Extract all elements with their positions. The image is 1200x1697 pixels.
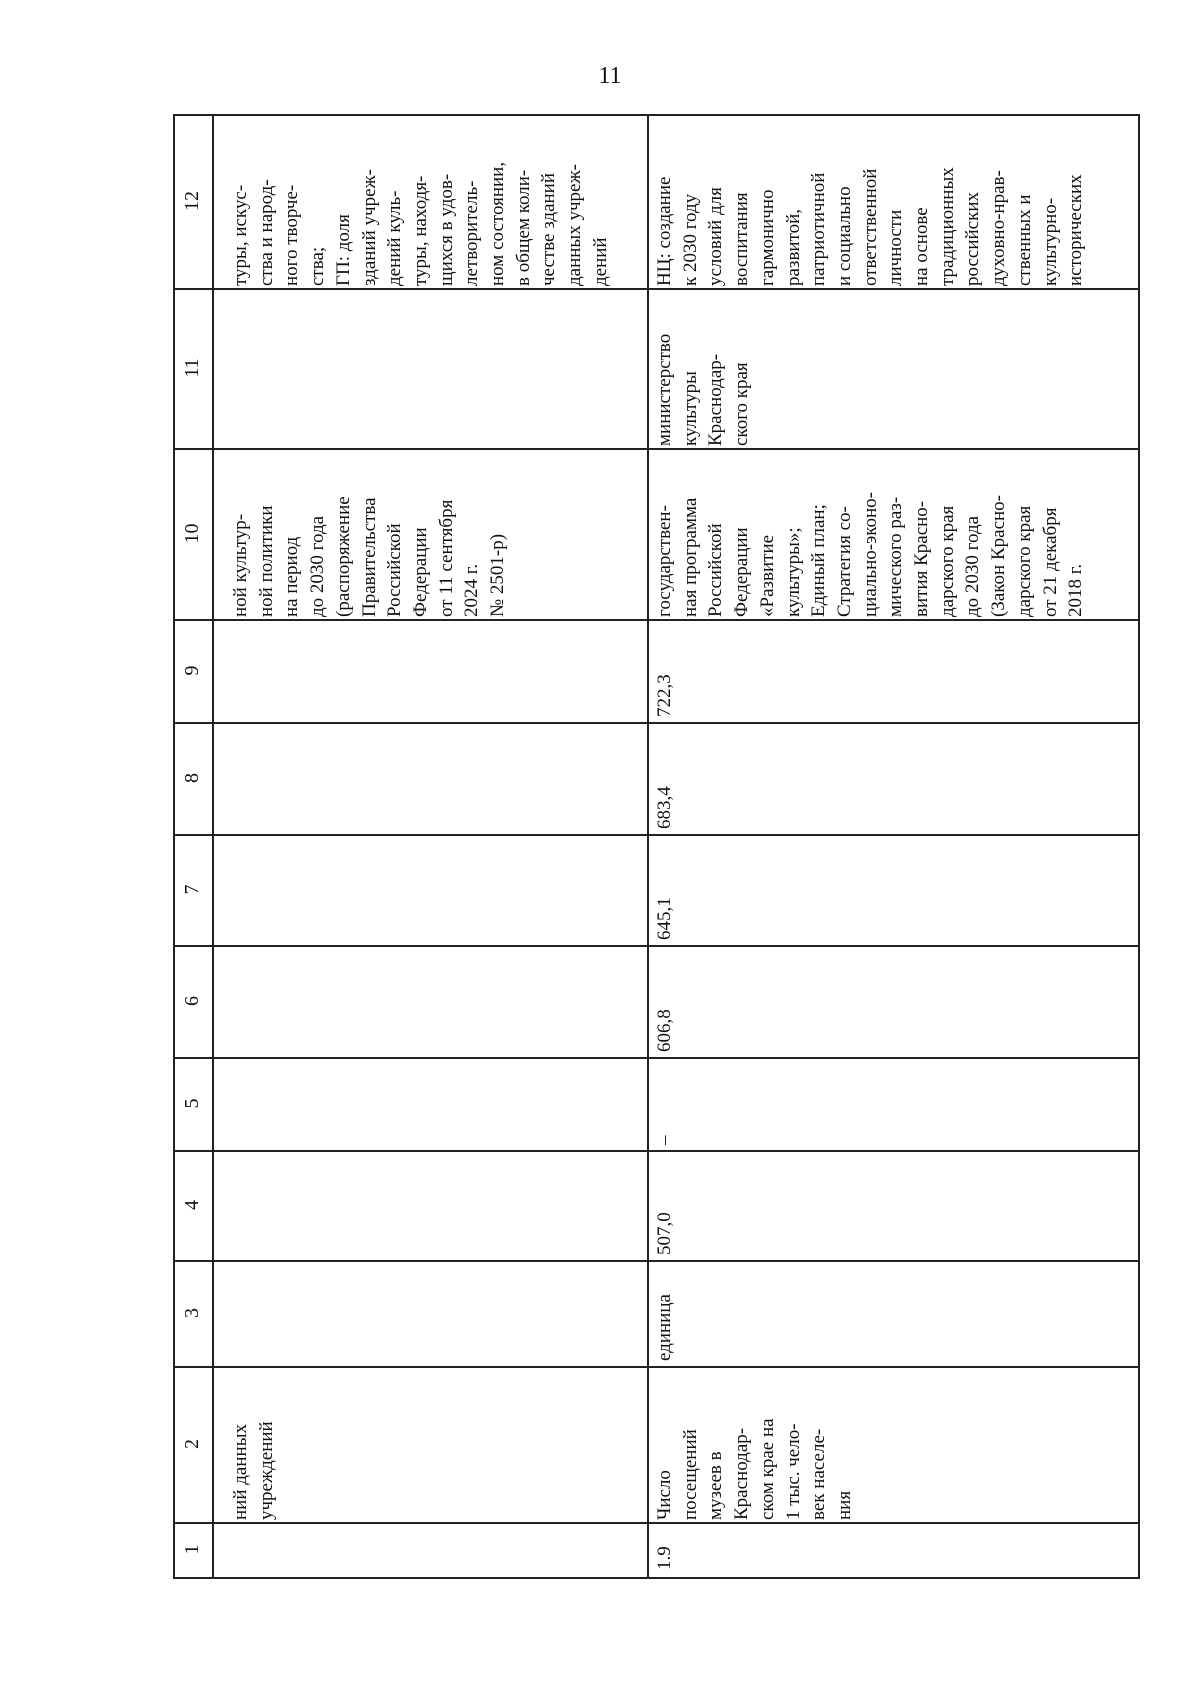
table-divider-header [212,114,214,1579]
header-col-4: 4 [181,1200,203,1210]
row2-col7-value: 645,1 [654,897,675,940]
row2-col6-value: 606,8 [654,1009,675,1052]
col-boundary-6-5 [173,1057,1140,1059]
table-border-left [173,114,175,1579]
row2-col9-value: 722,3 [654,674,675,717]
row2-col10-text: государствен- ная программа Российской Федерации «Развитие культуры»; Единый план; Стратегия со- циально-эконо- мического раз- вития Красно- дарского края до 2030 года (Закон Красно- дарского края от 21 декабря 2018 г. [654,492,1087,617]
row2-col4-value: 507,0 [654,1212,675,1255]
row2-col8-value: 683,4 [654,786,675,829]
header-col-10: 10 [181,523,203,544]
table-border-right [1138,114,1140,1579]
row1-col2-text: ний данных учреждений [230,1421,277,1520]
header-col-2: 2 [181,1439,203,1449]
row1-col12-text: туры, искус- ства и народ- ного творче- ства; ГП: доля зданий учреж- дений куль- туры, находя- щихся в удов- летворитель- ном состоянии, в общем коли- честве зданий данных учреж- дений [230,161,611,286]
table-border-bottom [173,1577,1140,1579]
header-col-9: 9 [181,665,203,676]
row2-col2-text: Число посещений музеев в Краснодар- ском крае на 1 тыс. чело- век населе- ния [654,1418,855,1520]
header-col-3: 3 [181,1308,203,1318]
row2-col12-text: НЦ: создание к 2030 году условий для воспитания гармонично развитой, патриотичной и социально ответственной личности на основе традиционных российских духовно-нрав- ственных и культурно- исторических [654,167,1087,286]
header-col-6: 6 [181,996,203,1006]
header-col-12: 12 [181,191,203,211]
header-col-7: 7 [181,884,203,895]
header-col-1: 1 [181,1544,203,1555]
row2-col3-unit: единица [654,1294,675,1361]
row2-col11-text: министерство культуры Краснодар- ского края [654,333,753,446]
header-col-11: 11 [181,358,203,378]
page-number: 11 [598,63,622,89]
header-col-8: 8 [181,773,203,783]
table-divider-row [647,114,649,1579]
col-boundary-10-9 [173,619,1140,621]
row2-col5-value: – [654,1135,675,1145]
row2-col1-number: 1.9 [654,1546,675,1570]
row1-col10-text: ной культур- ной политики на период до 2030 года (распоряжение Правительства Российской Федерации от 11 сентября 2024 г. № 2501-р) [230,496,509,617]
header-col-5: 5 [181,1098,203,1109]
